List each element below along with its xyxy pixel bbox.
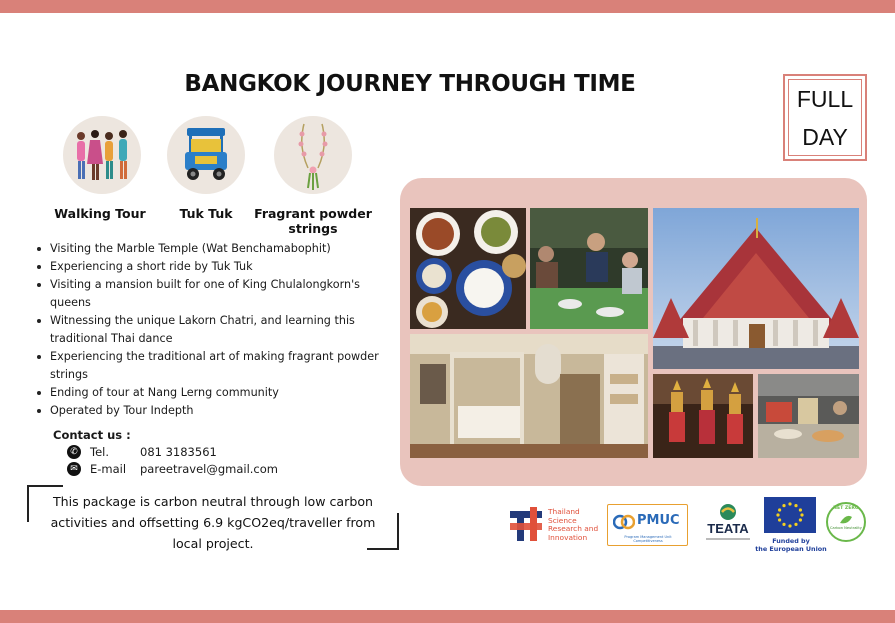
phone-number[interactable]: 081 3183561	[140, 445, 217, 459]
full-day-badge	[783, 74, 867, 161]
marble-temple-photo	[653, 208, 859, 369]
phone-label: Tel.	[90, 445, 109, 459]
carbon-neutral-note	[27, 485, 399, 550]
email-label: E-mail	[90, 462, 127, 476]
tsri-logo-text: Thailand Science Research and Innovation	[548, 507, 599, 542]
bottom-accent-band	[0, 610, 895, 623]
phone-icon: ✆	[67, 445, 81, 459]
badge-line-1: FULL	[796, 85, 854, 112]
page-title: BANGKOK JOURNEY THROUGH TIME	[184, 71, 636, 97]
email-icon: ✉	[67, 462, 81, 476]
thai-food-photo	[410, 208, 526, 329]
community-food-stall-photo	[758, 374, 859, 458]
contact-heading: Contact us :	[53, 428, 131, 442]
activity-label-tuktuk: Tuk Tuk	[179, 206, 233, 221]
tour-highlights-list	[36, 240, 386, 420]
royal-mansion-bedroom-photo	[410, 334, 648, 458]
top-accent-band	[0, 0, 895, 13]
pmuc-tagline: Program Management Unit Competitiveness	[624, 535, 672, 543]
list-item: Experiencing a short ride by Tuk Tuk	[36, 258, 386, 276]
activity-label-walking: Walking Tour	[54, 206, 146, 221]
carbon-note-text: This package is carbon neutral through low carbon activities and offsetting 6.9 kgCO2eq/traveller from local project.	[50, 494, 376, 551]
eu-caption: Funded by the European Union	[755, 537, 827, 553]
activity-label-fragrant: Fragrant powder strings	[254, 206, 372, 236]
pmuc-logo	[607, 504, 688, 546]
market-vendors-photo	[530, 208, 648, 329]
teata-name: TEATA	[707, 521, 749, 536]
tuk-tuk-icon	[167, 116, 245, 194]
tsri-logo	[508, 505, 544, 547]
contact-email-row	[67, 462, 278, 476]
list-item: Ending of tour at Nang Lerng community	[36, 384, 386, 402]
contact-phone-row	[67, 445, 217, 459]
list-item: Witnessing the unique Lakorn Chatri, and learning this traditional Thai dance	[36, 312, 386, 348]
list-item: Operated by Tour Indepth	[36, 402, 386, 420]
email-address[interactable]: pareetravel@gmail.com	[140, 462, 278, 476]
list-item: Visiting a mansion built for one of King Chulalongkorn's queens	[36, 276, 386, 312]
thai-dance-photo	[653, 374, 753, 458]
flower-garland-icon	[274, 116, 352, 194]
net-zero-badge: NET ZERO Carbon Neutrality	[826, 502, 866, 542]
list-item: Visiting the Marble Temple (Wat Benchamabophit)	[36, 240, 386, 258]
pmuc-name: PMUC	[637, 513, 680, 528]
photo-collage-panel	[400, 178, 867, 486]
list-item: Experiencing the traditional art of making fragrant powder strings	[36, 348, 386, 384]
eu-flag-icon	[764, 497, 816, 533]
badge-line-2: DAY	[802, 123, 848, 150]
teata-logo	[702, 503, 754, 545]
walking-people-icon	[63, 116, 141, 194]
